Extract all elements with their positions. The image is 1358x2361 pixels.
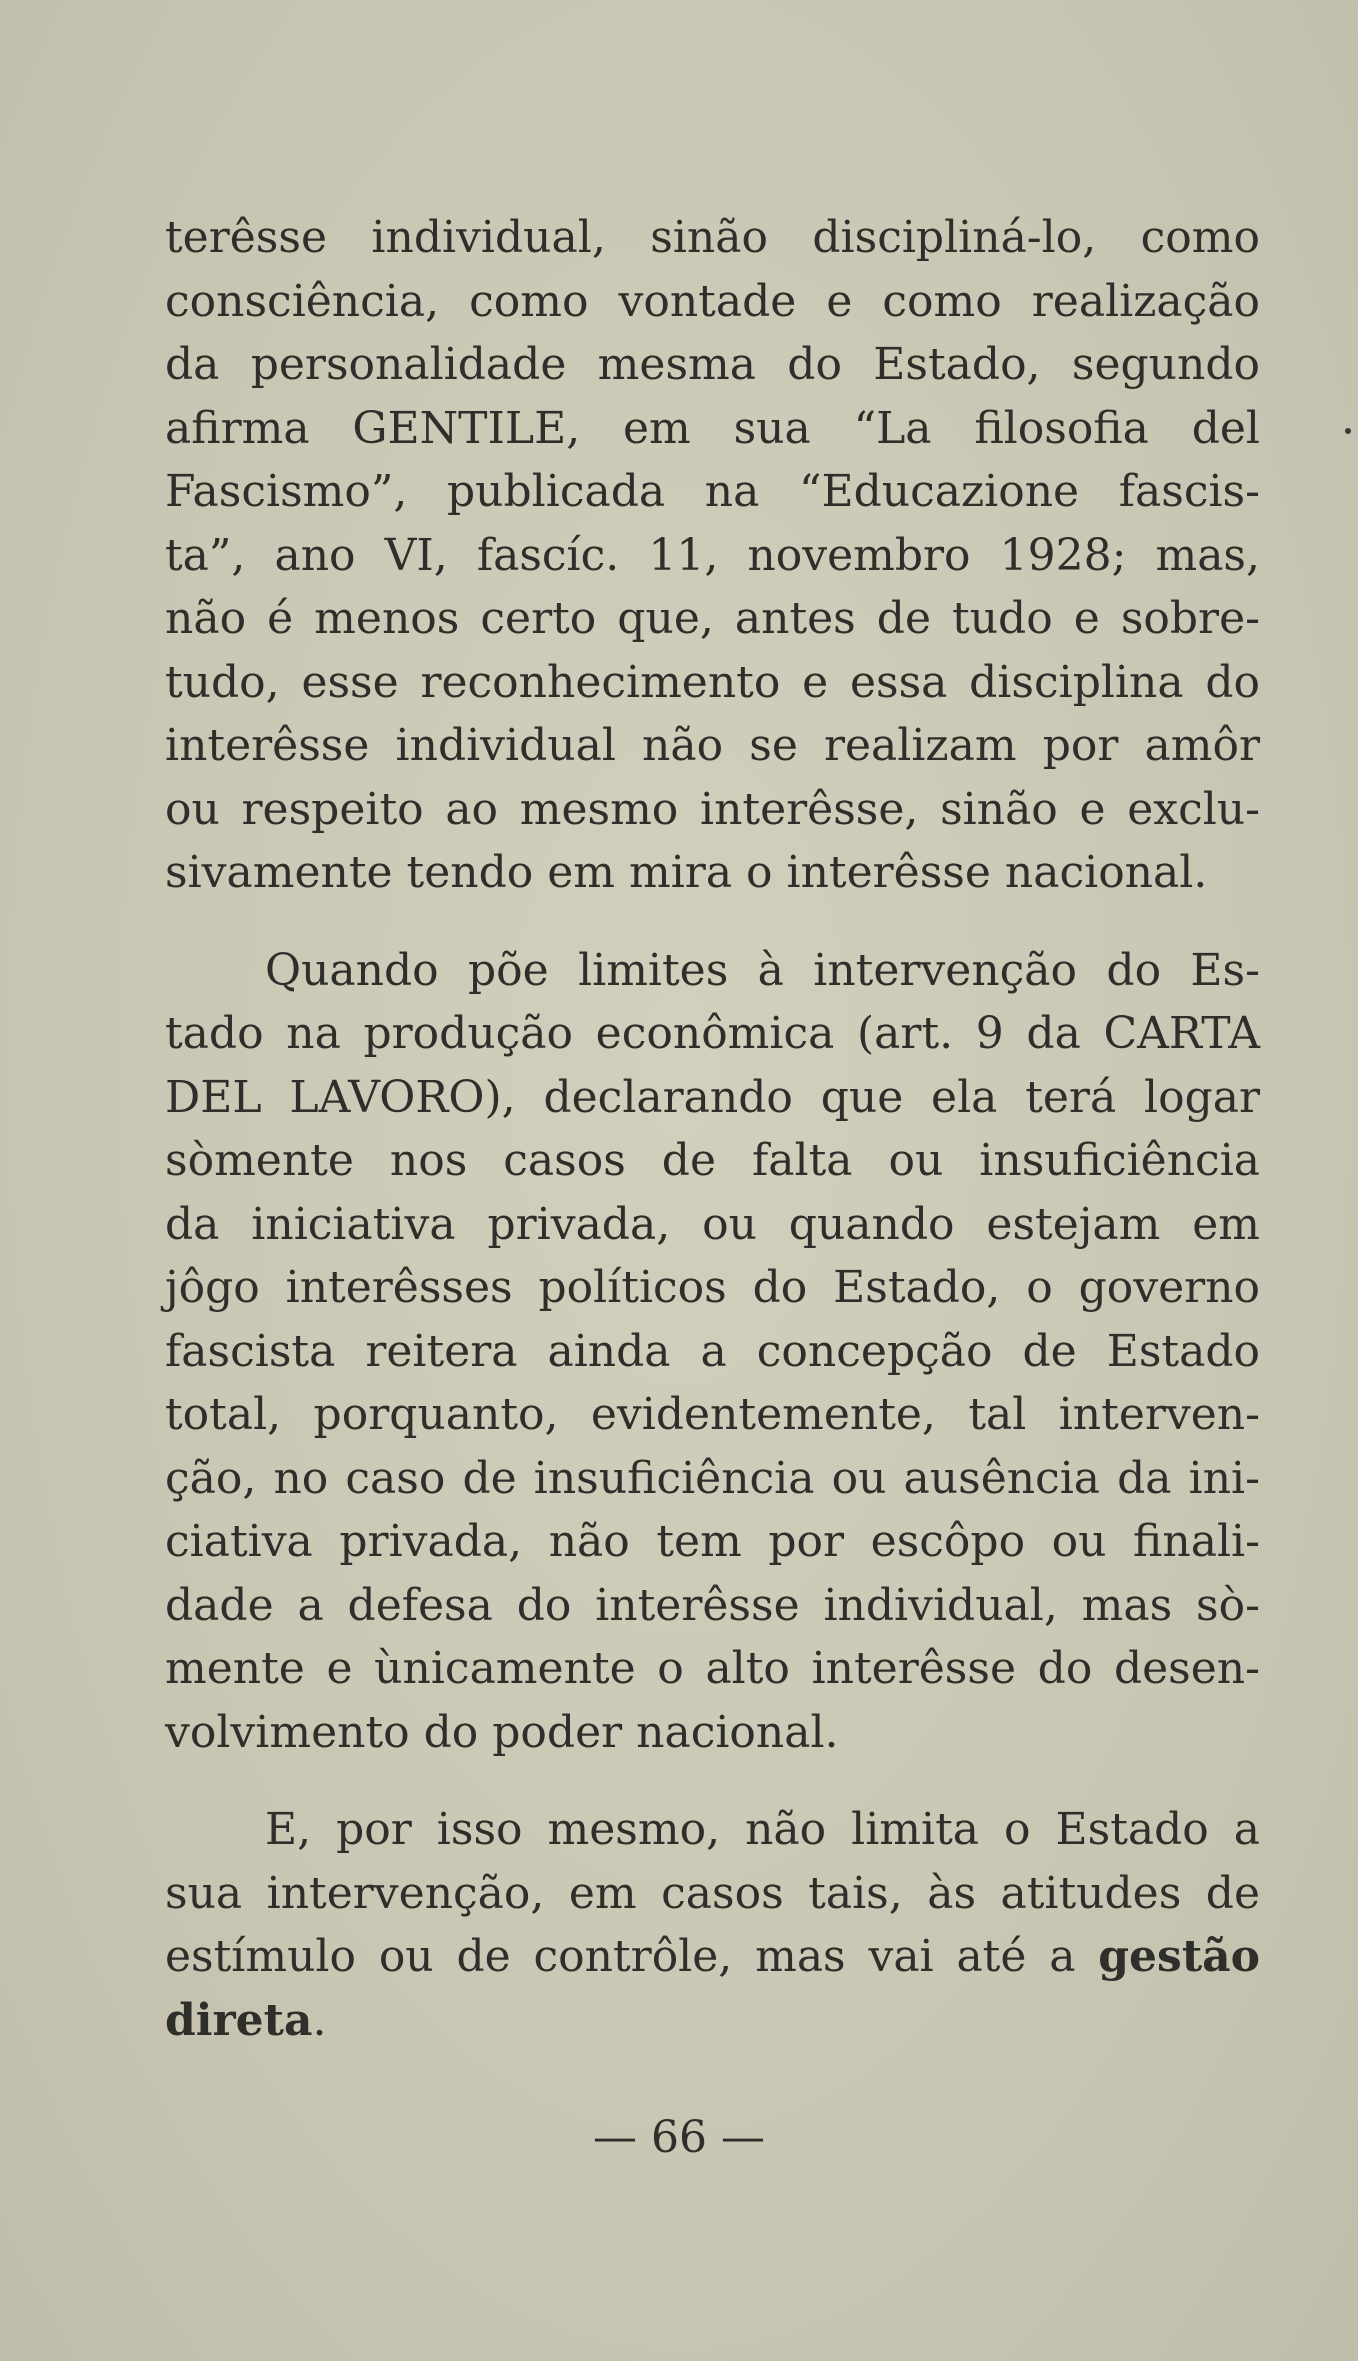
text-line: ção, no caso de insuficiência ou ausência da ini- [165, 1452, 1260, 1504]
text-line: afirma GENTILE, em sua “La filosofia del [165, 402, 1260, 454]
text-line: ta”, ano VI, fascíc. 11, novembro 1928; mas, [165, 529, 1260, 581]
text-line: sivamente tendo em mira o interêsse nacional. [165, 847, 1208, 898]
text-run: . [312, 1994, 327, 2046]
text-line: ciativa privada, não tem por escôpo ou finali- [165, 1516, 1260, 1567]
paragraph-3 [165, 1798, 1260, 2052]
text-line: Fascismo”, publicada na “Educazione fascis- [165, 466, 1260, 517]
bold-term: gestão [1098, 1931, 1260, 1982]
text-line: da iniciativa privada, ou quando estejam em [165, 1198, 1260, 1250]
text-run: estímulo ou de contrôle, mas vai até a [165, 1931, 1099, 1982]
text-line: volvimento do poder nacional. [165, 1706, 839, 1758]
paragraph-2 [165, 939, 1260, 1765]
text-line: consciência, como vontade e como realização [165, 275, 1260, 327]
text-line: tado na produção econômica (art. 9 da CARTA [165, 1008, 1260, 1059]
text-line: total, porquanto, evidentemente, tal interven- [165, 1389, 1260, 1440]
text-line: terêsse individual, sinão discipliná-lo, como [165, 212, 1260, 263]
text-line [165, 1989, 1260, 2053]
paragraph-gap [165, 1764, 1260, 1798]
page-number: — 66 — [593, 2112, 765, 2163]
text-line: ou respeito ao mesmo interêsse, sinão e exclu- [165, 783, 1260, 835]
text-line: jôgo interêsses políticos do Estado, o governo [165, 1262, 1260, 1313]
text-line: Quando põe limites à intervenção do Es- [265, 944, 1260, 996]
ink-speck [1345, 428, 1351, 434]
text-line: interêsse individual não se realizam por amôr [165, 720, 1260, 771]
body-text [165, 206, 1260, 2052]
paragraph-gap [165, 905, 1260, 939]
text-line: fascista reitera ainda a concepção de Estado [165, 1325, 1260, 1377]
text-line [165, 1925, 1260, 1989]
paragraph-1 [165, 206, 1260, 905]
text-line: sòmente nos casos de falta ou insuficiência [165, 1135, 1260, 1186]
bold-term: direta [165, 1994, 313, 2046]
text-line: sua intervenção, em casos tais, às atitudes de [165, 1867, 1260, 1919]
text-line: não é menos certo que, antes de tudo e sobre- [165, 593, 1260, 644]
text-line: dade a defesa do interêsse individual, mas sò- [165, 1579, 1260, 1631]
text-line: da personalidade mesma do Estado, segundo [165, 339, 1260, 390]
text-line: mente e ùnicamente o alto interêsse do desen- [165, 1643, 1260, 1694]
text-line: E, por isso mesmo, não limita o Estado a [265, 1804, 1260, 1855]
text-line: tudo, esse reconhecimento e essa disciplina do [165, 656, 1260, 708]
text-line: DEL LAVORO), declarando que ela terá logar [165, 1071, 1260, 1123]
